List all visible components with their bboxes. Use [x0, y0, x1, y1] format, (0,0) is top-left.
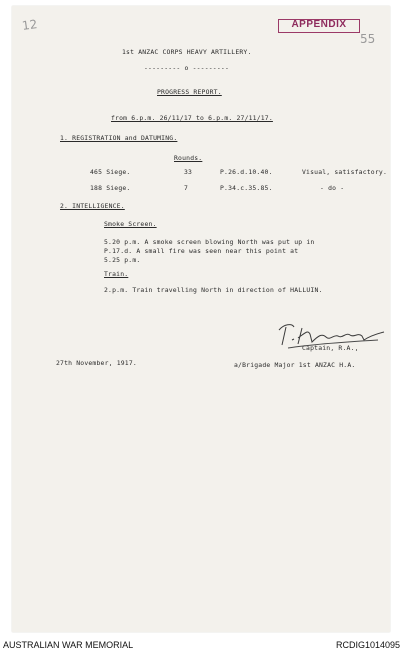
- smoke-line: 5.25 p.m.: [104, 256, 141, 264]
- divider-line: --------- o ---------: [144, 64, 229, 72]
- section1-heading: 1. REGISTRATION and DATUMING.: [60, 134, 178, 142]
- note-cell: - do -: [320, 184, 345, 192]
- pencil-folio-left: 12: [21, 17, 39, 33]
- section2-heading: 2. INTELLIGENCE.: [60, 202, 125, 210]
- rounds-cell: 7: [184, 184, 189, 192]
- smoke-line: P.17.d. A small fire was seen near this point at: [104, 247, 299, 255]
- note-cell: Visual, satisfactory.: [302, 168, 387, 176]
- document-page: [12, 6, 390, 632]
- signatory-role: a/Brigade Major 1st ANZAC H.A.: [234, 361, 356, 369]
- smoke-screen-heading: Smoke Screen.: [104, 220, 157, 228]
- footer-institution: AUSTRALIAN WAR MEMORIAL: [3, 640, 134, 650]
- train-line: 2.p.m. Train travelling North in direction of HALLUIN.: [104, 286, 323, 294]
- rounds-cell: 33: [184, 168, 193, 176]
- reference-cell: P.34.c.35.85.: [220, 184, 273, 192]
- battery-cell: 465 Siege.: [90, 168, 131, 176]
- battery-cell: 188 Siege.: [90, 184, 131, 192]
- report-title: PROGRESS REPORT.: [157, 88, 222, 96]
- footer-record-id: RCDIG1014095: [335, 640, 400, 650]
- train-heading: Train.: [104, 270, 129, 278]
- pencil-folio-right: 55: [360, 32, 376, 46]
- reference-cell: P.26.d.10.40.: [220, 168, 273, 176]
- signatory-rank: Captain, R.A.,: [302, 344, 359, 352]
- smoke-line: 5.20 p.m. A smoke screen blowing North was put up in: [104, 238, 315, 246]
- report-period: from 6.p.m. 26/11/17 to 6.p.m. 27/11/17.: [111, 114, 273, 122]
- report-date: 27th November, 1917.: [56, 359, 137, 367]
- stamp-label: APPENDIX: [291, 19, 347, 30]
- unit-heading: 1st ANZAC CORPS HEAVY ARTILLERY.: [122, 48, 252, 56]
- rounds-column-header: Rounds.: [174, 154, 203, 162]
- appendix-stamp: [278, 19, 360, 33]
